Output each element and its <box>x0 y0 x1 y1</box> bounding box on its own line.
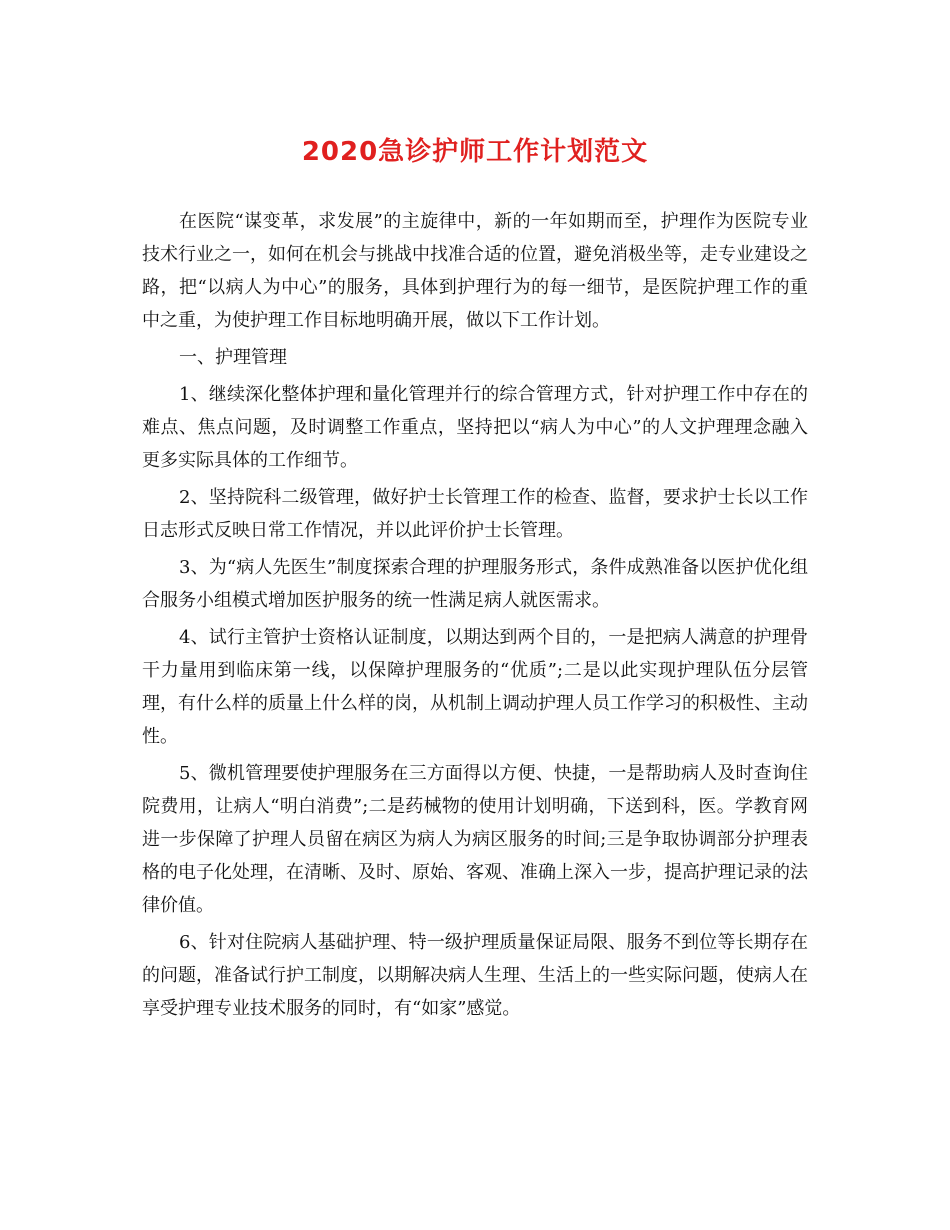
paragraph-intro: 在医院“谋变革，求发展”的主旋律中，新的一年如期而至，护理作为医院专业技术行业之一，如何在机会与挑战中找准合适的位置，避免消极坐等，走专业建设之路，把“以病人为中心”的服务，具体到护理行为的每一细节，是医院护理工作的重中之重，为使护理工作目标地明确开展，做以下工作计划。 <box>142 211 808 331</box>
paragraph-item-6: 6、针对住院病人基础护理、特一级护理质量保证局限、服务不到位等长期存在的问题，准备试行护工制度，以期解决病人生理、生活上的一些实际问题，使病人在享受护理专业技术服务的同时，有“如家”感觉。 <box>142 932 808 1019</box>
paragraph-item-4: 4、试行主管护士资格认证制度，以期达到两个目的，一是把病人满意的护理骨干力量用到临床第一线，以保障护理服务的“优质”;二是以此实现护理队伍分层管理，有什么样的质量上什么样的岗，从机制上调动护理人员工作学习的积极性、主动性。 <box>142 627 808 747</box>
document-body <box>142 205 808 1029</box>
paragraph-item-5: 5、微机管理要使护理服务在三方面得以方便、快捷，一是帮助病人及时查询住院费用，让病人“明白消费”;二是药械物的使用计划明确，下送到科，医。学教育网进一步保障了护理人员留在病区为病人为病区服务的时间;三是争取协调部分护理表格的电子化处理，在清晰、及时、原始、客观、准确上深入一步，提高护理记录的法律价值。 <box>142 763 808 916</box>
paragraph-item-3: 3、为“病人先医生”制度探索合理的护理服务形式，条件成熟准备以医护优化组合服务小组模式增加医护服务的统一性满足病人就医需求。 <box>142 557 808 611</box>
section-heading-nursing-management: 一、护理管理 <box>179 347 287 368</box>
paragraph-item-1: 1、继续深化整体护理和量化管理并行的综合管理方式，针对护理工作中存在的难点、焦点问题，及时调整工作重点，坚持把以“病人为中心”的人文护理理念融入更多实际具体的工作细节。 <box>142 384 808 471</box>
paragraph-item-2: 2、坚持院科二级管理，做好护士长管理工作的检查、监督，要求护士长以工作日志形式反映日常工作情况，并以此评价护士长管理。 <box>142 487 808 541</box>
document-title: 2020急诊护师工作计划范文 <box>301 137 649 167</box>
